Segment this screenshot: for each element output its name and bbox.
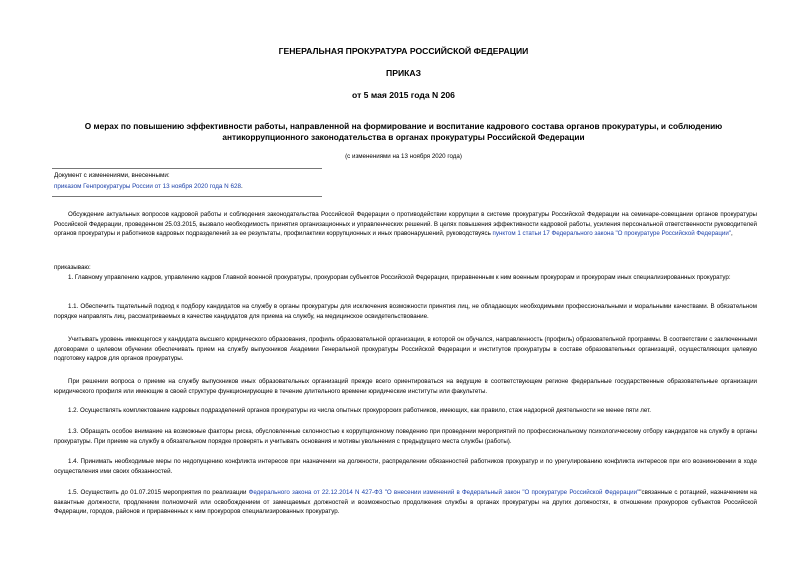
amendment-order-link[interactable]: приказом Генпрокуратуры России от 13 ноября 2020 года N 628	[54, 183, 241, 190]
organization-name: ГЕНЕРАЛЬНАЯ ПРОКУРАТУРА РОССИЙСКОЙ ФЕДЕРАЦИИ	[278, 46, 529, 56]
document-type: ПРИКАЗ	[386, 68, 421, 78]
amendments-link-line	[54, 181, 320, 192]
paragraph-1-2: 1.2. Осуществлять комплектование кадровых подразделений органов прокуратуры из числа опытных прокурорских работников, имеющих, как правило, стаж надзорной деятельности не менее пяти лет.	[68, 407, 651, 414]
paragraph-1-4: 1.4. Принимать необходимые меры по недопущению конфликта интересов при назначении на должности, распределении обязанностей работников прокуратур и по урегулированию конфликта интересов при его возникновении в ходе осуществления ими своих обязанностей.	[54, 458, 757, 475]
paragraph-1-1-education: Учитывать уровень имеющегося у кандидата высшего юридического образования, профиль образовательной организации, в которой он обучался, направленность (профиль) образовательной программы. В соответствии с заключенными договорами о целевом обучении обеспечивать прием на службу выпускников Академии Генеральной прокуратуры Российской Федерации и институтов прокуратуры в составе образовательных организаций, осуществляющих целевую подготовку кадров для органов прокуратуры.	[54, 336, 757, 363]
paragraph-1: 1. Главному управлению кадров, управлению кадров Главной военной прокуратуры, прокурорам субъектов Российской Федерации, приравненным к ним военным прокурорам и прокурорам иных специализированных прокуратур:	[68, 274, 731, 281]
order-word: приказываю:	[54, 264, 91, 271]
document-title-line-1: О мерах по повышению эффективности работы, направленной на формирование и воспитание кадрового состава органов прокуратуры, и соблюдению	[84, 121, 723, 131]
intro-text: Обсуждение актуальных вопросов кадровой работы и соблюдения законодательства Российской Федерации о противодействии коррупции в системе прокуратуры Российской Федерации на семинаре-совещании органов прокуратуры Российской Федерации, проведенном 25.03.2015, вызвало необходимость принятия организационных и управленческих решений. В целях повышения эффективности кадровой работы, усиления персональной ответственности руководителей органов прокуратуры и работников кадровых подразделений за ее результаты, профилактики коррупционных и иных правонарушений, руководствуясь	[54, 211, 757, 238]
document-date-number: от 5 мая 2015 года N 206	[352, 90, 455, 100]
intro-paragraph	[54, 210, 757, 239]
paragraph-1-3: 1.3. Обращать особое внимание на возможные факторы риска, обусловленные склонностью к коррупционному поведению при проведении мероприятий по профессиональному психологическому отбору кандидатов на службу в органы прокуратуры. При приеме на службу в обязательном порядке проверять и учитывать основания и мотивы увольнения с предыдущего места службы (работы).	[54, 428, 757, 445]
federal-law-427-link[interactable]: Федерального закона от 22.12.2014 N 427-ФЗ "О внесении изменений в Федеральный закон "О прокуратуре Российской Федерации"	[248, 489, 640, 496]
paragraph-1-5-end: "связанные с ротацией, назначением на вакантные должности, продлением полномочий или освобождением от замещаемых должностей и возможностью продолжения службы в органах прокуратуры на других должностях, в отношении прокуроров субъектов Российской Федерации, городов, районов и приравненных к ним прокуроров специализированных прокуратур.	[54, 489, 758, 516]
paragraph-1-1: 1.1. Обеспечить тщательный подход к подбору кандидатов на службу в органы прокуратуры для исключения возможности принятия лиц, не обладающих необходимыми профессиональными и моральными качествами. В обязательном порядке направлять лиц, рассматриваемых в качестве кандидатов для приема на службу, на медицинское освидетельствование.	[54, 303, 757, 320]
amendments-bottom-rule	[52, 196, 322, 197]
paragraph-1-5-start: 1.5. Осуществить до 01.07.2015 мероприятия по реализации	[68, 489, 249, 496]
document-title-line-2: антикоррупционного законодательства в органах прокуратуры Российской Федерации	[222, 132, 585, 142]
paragraph-1-1-graduates: При решении вопроса о приеме на службу выпускников иных образовательных организаций прежде всего ориентироваться на ведущие в соответствующем регионе федеральные государственные образовательные организации юридического профиля или имеющие в своей структуре функционирующие в течение длительного времени юридические институты или факультеты.	[54, 378, 757, 395]
law-article-link[interactable]: пунктом 1 статьи 17 Федерального закона "О прокуратуре Российской Федерации"	[492, 230, 731, 238]
revision-note: (с изменениями на 13 ноября 2020 года)	[345, 153, 462, 160]
intro-end: ,	[731, 230, 733, 238]
amendment-link-suffix: .	[240, 183, 243, 190]
paragraph-1-5	[54, 488, 757, 517]
amendments-label: Документ с изменениями, внесенными:	[54, 172, 170, 179]
amendments-top-rule	[52, 168, 322, 169]
